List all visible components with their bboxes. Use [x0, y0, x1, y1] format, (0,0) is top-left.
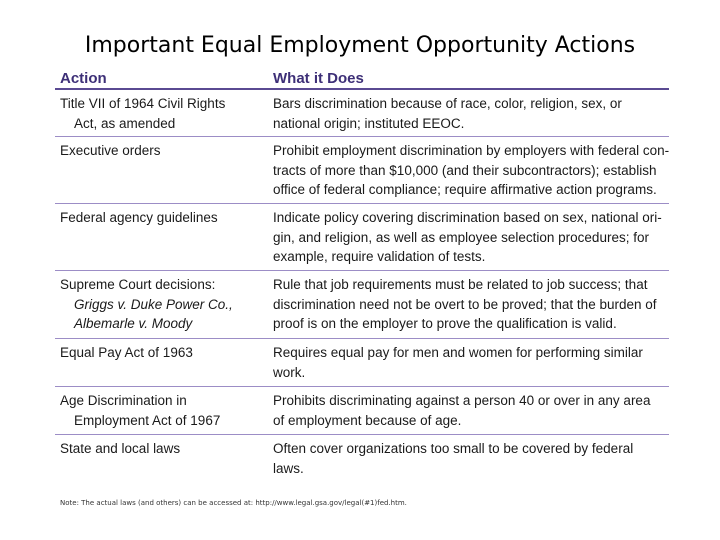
action-line: Federal agency guidelines [60, 210, 218, 225]
action-line: Executive orders [60, 143, 161, 158]
what-line: Bars discrimination because of race, color, religion, sex, or [273, 96, 622, 111]
what-line: example, require validation of tests. [273, 249, 486, 264]
action-line: Title VII of 1964 Civil Rights [60, 96, 226, 111]
what-cell [273, 94, 669, 136]
what-line: Prohibits discriminating against a person 40 or over in any area [273, 393, 651, 408]
action-line: Employment Act of 1967 [74, 412, 221, 428]
action-line: Supreme Court decisions: [60, 277, 216, 292]
action-cell [55, 275, 273, 338]
what-cell [273, 391, 669, 434]
header-what-it-does: What it Does [273, 69, 364, 87]
header-action: Action [60, 69, 107, 87]
action-line: Age Discrimination in [60, 393, 187, 408]
table-row [55, 339, 669, 387]
action-cell [55, 94, 273, 136]
what-line: Rule that job requirements must be related to job success; that [273, 277, 648, 292]
what-line: tracts of more than $10,000 (and their subcontractors); establish [273, 162, 657, 178]
what-line: Requires equal pay for men and women for performing similar [273, 345, 643, 360]
what-line: Often cover organizations too small to be covered by federal [273, 441, 634, 456]
what-cell [273, 208, 669, 270]
action-line: Act, as amended [74, 115, 176, 131]
action-cell [55, 343, 273, 386]
page-title: Important Equal Employment Opportunity Actions [84, 33, 636, 58]
table-row [55, 137, 669, 204]
what-cell [273, 275, 669, 338]
action-cell [55, 208, 273, 270]
table-row [55, 204, 669, 271]
action-line: Equal Pay Act of 1963 [60, 345, 193, 360]
table-header [55, 68, 669, 90]
what-cell [273, 343, 669, 386]
what-line: national origin; instituted EEOC. [273, 115, 465, 131]
source-note: Note: The actual laws (and others) can be accessed at: http://www.legal.gsa.gov/legal(#1)fed.htm. [60, 499, 407, 507]
action-cell [55, 439, 273, 483]
what-cell [273, 141, 669, 203]
what-line: discrimination need not be overt to be proved; that the burden of [273, 296, 657, 312]
what-line: office of federal compliance; require affirmative action programs. [273, 182, 657, 197]
table-row [55, 435, 669, 483]
what-line: Prohibit employment discrimination by employers with federal con- [273, 143, 670, 158]
what-cell [273, 439, 669, 483]
eeo-actions-table [55, 68, 669, 483]
what-line: proof is on the employer to prove the qualification is valid. [273, 316, 617, 331]
action-line: Albemarle v. Moody [74, 316, 193, 331]
table-row [55, 387, 669, 435]
what-line: laws. [273, 460, 304, 476]
what-line: Indicate policy covering discrimination based on sex, national ori- [273, 210, 662, 225]
action-cell [55, 141, 273, 203]
action-cell [55, 391, 273, 434]
action-line: State and local laws [60, 441, 181, 456]
what-line: gin, and religion, as well as employee selection procedures; for [273, 229, 649, 245]
action-line: Griggs v. Duke Power Co., [74, 296, 233, 312]
what-line: work. [273, 364, 306, 380]
what-line: of employment because of age. [273, 412, 462, 428]
table-row [55, 90, 669, 137]
table-row [55, 271, 669, 339]
